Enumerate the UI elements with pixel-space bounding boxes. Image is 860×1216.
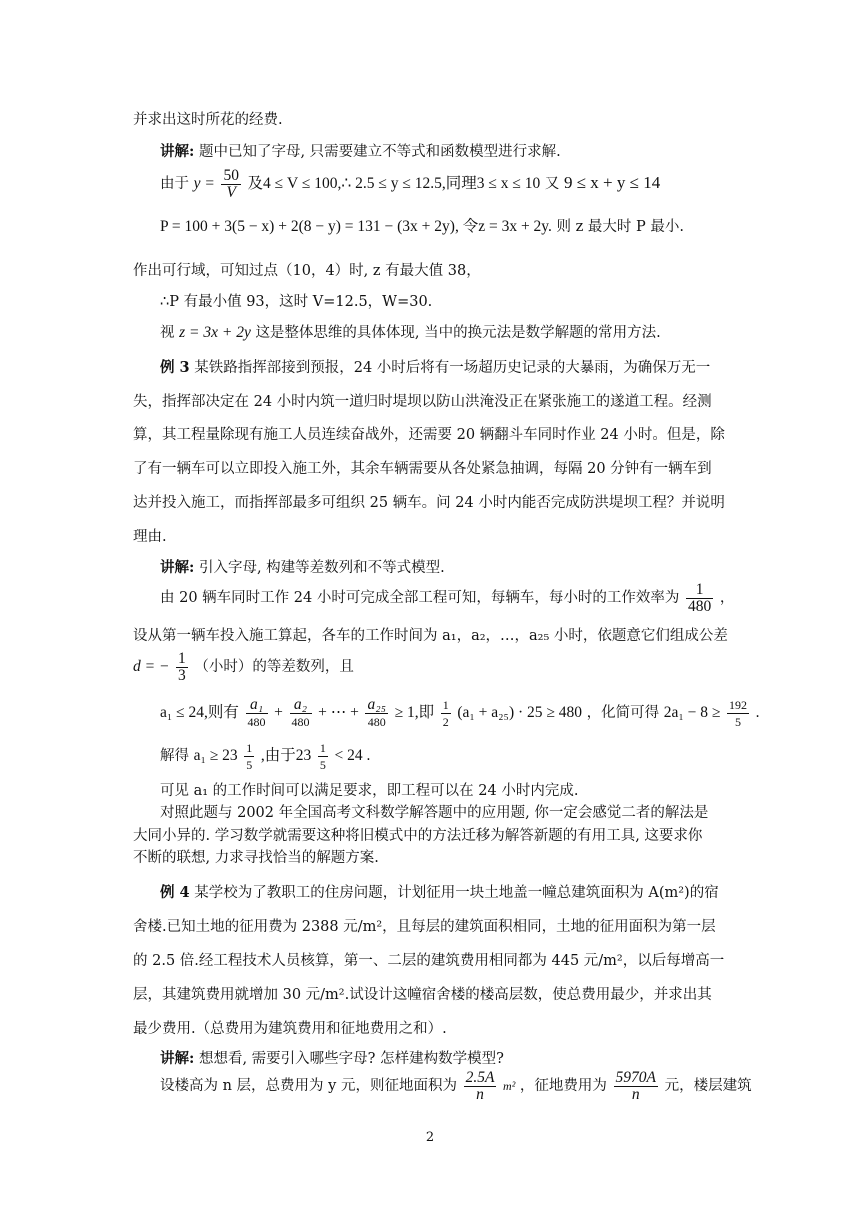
line-28: 最少费用.（总费用为建筑费用和征地费用之和）. [133,1021,447,1037]
line-30 [160,1066,752,1106]
text: 解得 [160,748,189,764]
text: （小时）的等差数列，且 [194,659,354,675]
math: 2a₁ − 8 ≥ [663,704,721,721]
line-16: 设从第一辆车投入施工算起，各车的工作时间为 a₁，a₂，…，a₂₅ 小时，依题意它们组成公差 [133,628,728,644]
text: 又 [544,176,560,192]
fraction: $\frac{2.5A}{n}$ [465,1068,495,1103]
lecture-text: 题中已知了字母, 只需要建立不等式和函数模型进行求解. [198,144,561,160]
line-6: ∴P 有最小值 93，这时 V=12.5，W=30. [160,294,433,310]
example-3-heading [160,358,710,378]
math: 及4 ≤ V ≤ 100,∴ 2.5 ≤ y ≤ 12.5,同理3 ≤ x ≤ 10 [247,175,541,192]
math: a₁ ≥ 23 [193,747,238,764]
line-21: 对照此题与 2002 年全国高考文科数学解答题中的应用题, 你一定会感觉二者的解法是 [160,805,709,821]
math: a₁ ≤ 24,则有 [160,704,239,721]
line-7 [160,323,661,343]
example-label: 例 3 [160,359,190,376]
text: 由于 [160,176,189,192]
line-19-formula [160,737,370,775]
text: 引入字母, 构建等差数列和不等式模型. [198,560,445,576]
text: 视 [160,325,175,341]
example-4-heading [160,883,719,903]
fraction: $\frac{5970A}{n}$ [615,1068,656,1103]
line-15 [160,580,734,616]
math: ≥ 1,即 [394,704,435,721]
text: 设楼高为 n 层，总费用为 y 元，则征地面积为 [160,1078,457,1094]
text: 这是整体思维的具体体现, 当中的换元法是数学解题的常用方法. [255,325,661,341]
math: + [274,704,283,721]
line-1: 并求出这时所花的经费. [133,112,283,128]
text: ，征地费用为 [519,1078,607,1094]
math: < 24 . [334,747,371,764]
line-14 [160,558,445,578]
fraction: $\frac{\text{a₂₅}}{480}$ [367,695,386,729]
fraction: $\frac{1}{480}$ [687,580,712,615]
math: . [755,704,760,721]
line-22: 大同小异的. 学习数学就需要这种将旧模式中的方法迁移为解答新题的有用工具, 这要求你 [133,828,703,844]
line-23: 不断的联想, 力求寻找恰当的解题方案. [133,850,379,866]
line-18-formula [160,694,760,732]
example-label: 例 4 [160,884,190,901]
text: 某学校为了教职工的住房问题，计划征用一块土地盖一幢总建筑面积为 A(m²)的宿 [194,885,719,901]
math: 9 ≤ x + y ≤ 14 [563,173,661,192]
math: ,由于23 [260,747,312,764]
fraction: $\frac{1}{5}$ [246,740,253,772]
lecture-label: 讲解: [160,143,195,160]
text: 某铁路指挥部接到预报，24 小时后将有一场超历史记录的大暴雨，为确保万无一 [194,360,711,376]
math: P = 100 + 3(5 − x) + 2(8 − y) = 131 − (3x + 2y), 令z = 3x + 2y. [160,218,552,235]
fraction: $\frac{1}{5}$ [319,740,326,772]
line-2 [160,142,561,162]
math: z = 3x + 2y [179,324,251,341]
lecture-label: 讲解: [160,1050,195,1067]
math: (a₁ + a₂₅) · 25 ≥ 480 [457,704,583,721]
fraction: $\frac{\text{a₁}}{480}$ [247,695,266,729]
line-5: 作出可行域，可知过点（10，4）时, z 有最大值 38， [133,263,481,279]
fraction: $\frac{1}{3}$ [178,649,186,684]
line-20: 可见 a₁ 的工作时间可以满足要求，即工程可以在 24 小时内完成. [160,783,579,799]
text: 由 20 辆车同时工作 24 小时可完成全部工程可知，每辆车，每小时的工作效率为 [160,590,680,606]
line-27: 层，其建筑费用就增加 30 元/m².试设计这幢宿舍楼的楼高层数，使总费用最少，并求出其 [133,987,712,1003]
line-26: 的 2.5 倍.经工程技术人员核算，第一、二层的建筑费用相同都为 445 元/m²，以后每增高一 [133,953,725,969]
text: 想想看, 需要引入哪些字母? 怎样建构数学模型? [198,1051,504,1067]
fraction: $\frac{50}{V}$ [223,166,239,201]
line-10: 算，其工程量除现有施工人员连续奋战外，还需要 20 辆翻斗车同时作业 24 小时。但是，除 [133,427,725,443]
math: d = − [133,658,170,675]
lecture-label: 讲解: [160,559,195,576]
line-9: 失，指挥部决定在 24 小时内筑一道归时堤坝以防山洪淹没正在紧张施工的遂道工程。经测 [133,394,712,410]
line-12: 达并投入施工，而指挥部最多可组织 25 辆车。问 24 小时内能否完成防洪堤坝工程？并说明 [133,495,725,511]
fraction: $\frac{\text{a₂}}{480}$ [291,695,310,729]
math: + ⋯ + [318,704,359,721]
unit: m² [503,1079,516,1093]
text: 则 z 最大时 P 最小. [556,219,684,235]
line-25: 舍楼.已知土地的征用费为 2388 元/m²，且每层的建筑面积相同，土地的征用面积为第一层 [133,919,716,935]
fraction: $\frac{1}{2}$ [442,697,449,729]
line-4-formula [160,217,684,237]
math: y = [193,175,215,192]
fraction: $\frac{192}{5}$ [729,697,748,729]
line-3-formula [160,166,660,201]
text: ， [719,590,735,606]
text: ，化简可得 [586,705,660,721]
text: 元，楼层建筑 [664,1078,752,1094]
line-13: 理由. [133,529,167,545]
line-17 [133,649,354,685]
page-number: 2 [425,1130,435,1145]
line-11: 了有一辆车可以立即投入施工外，其余车辆需要从各处紧急抽调，每隔 20 分钟有一辆车到 [133,461,712,477]
